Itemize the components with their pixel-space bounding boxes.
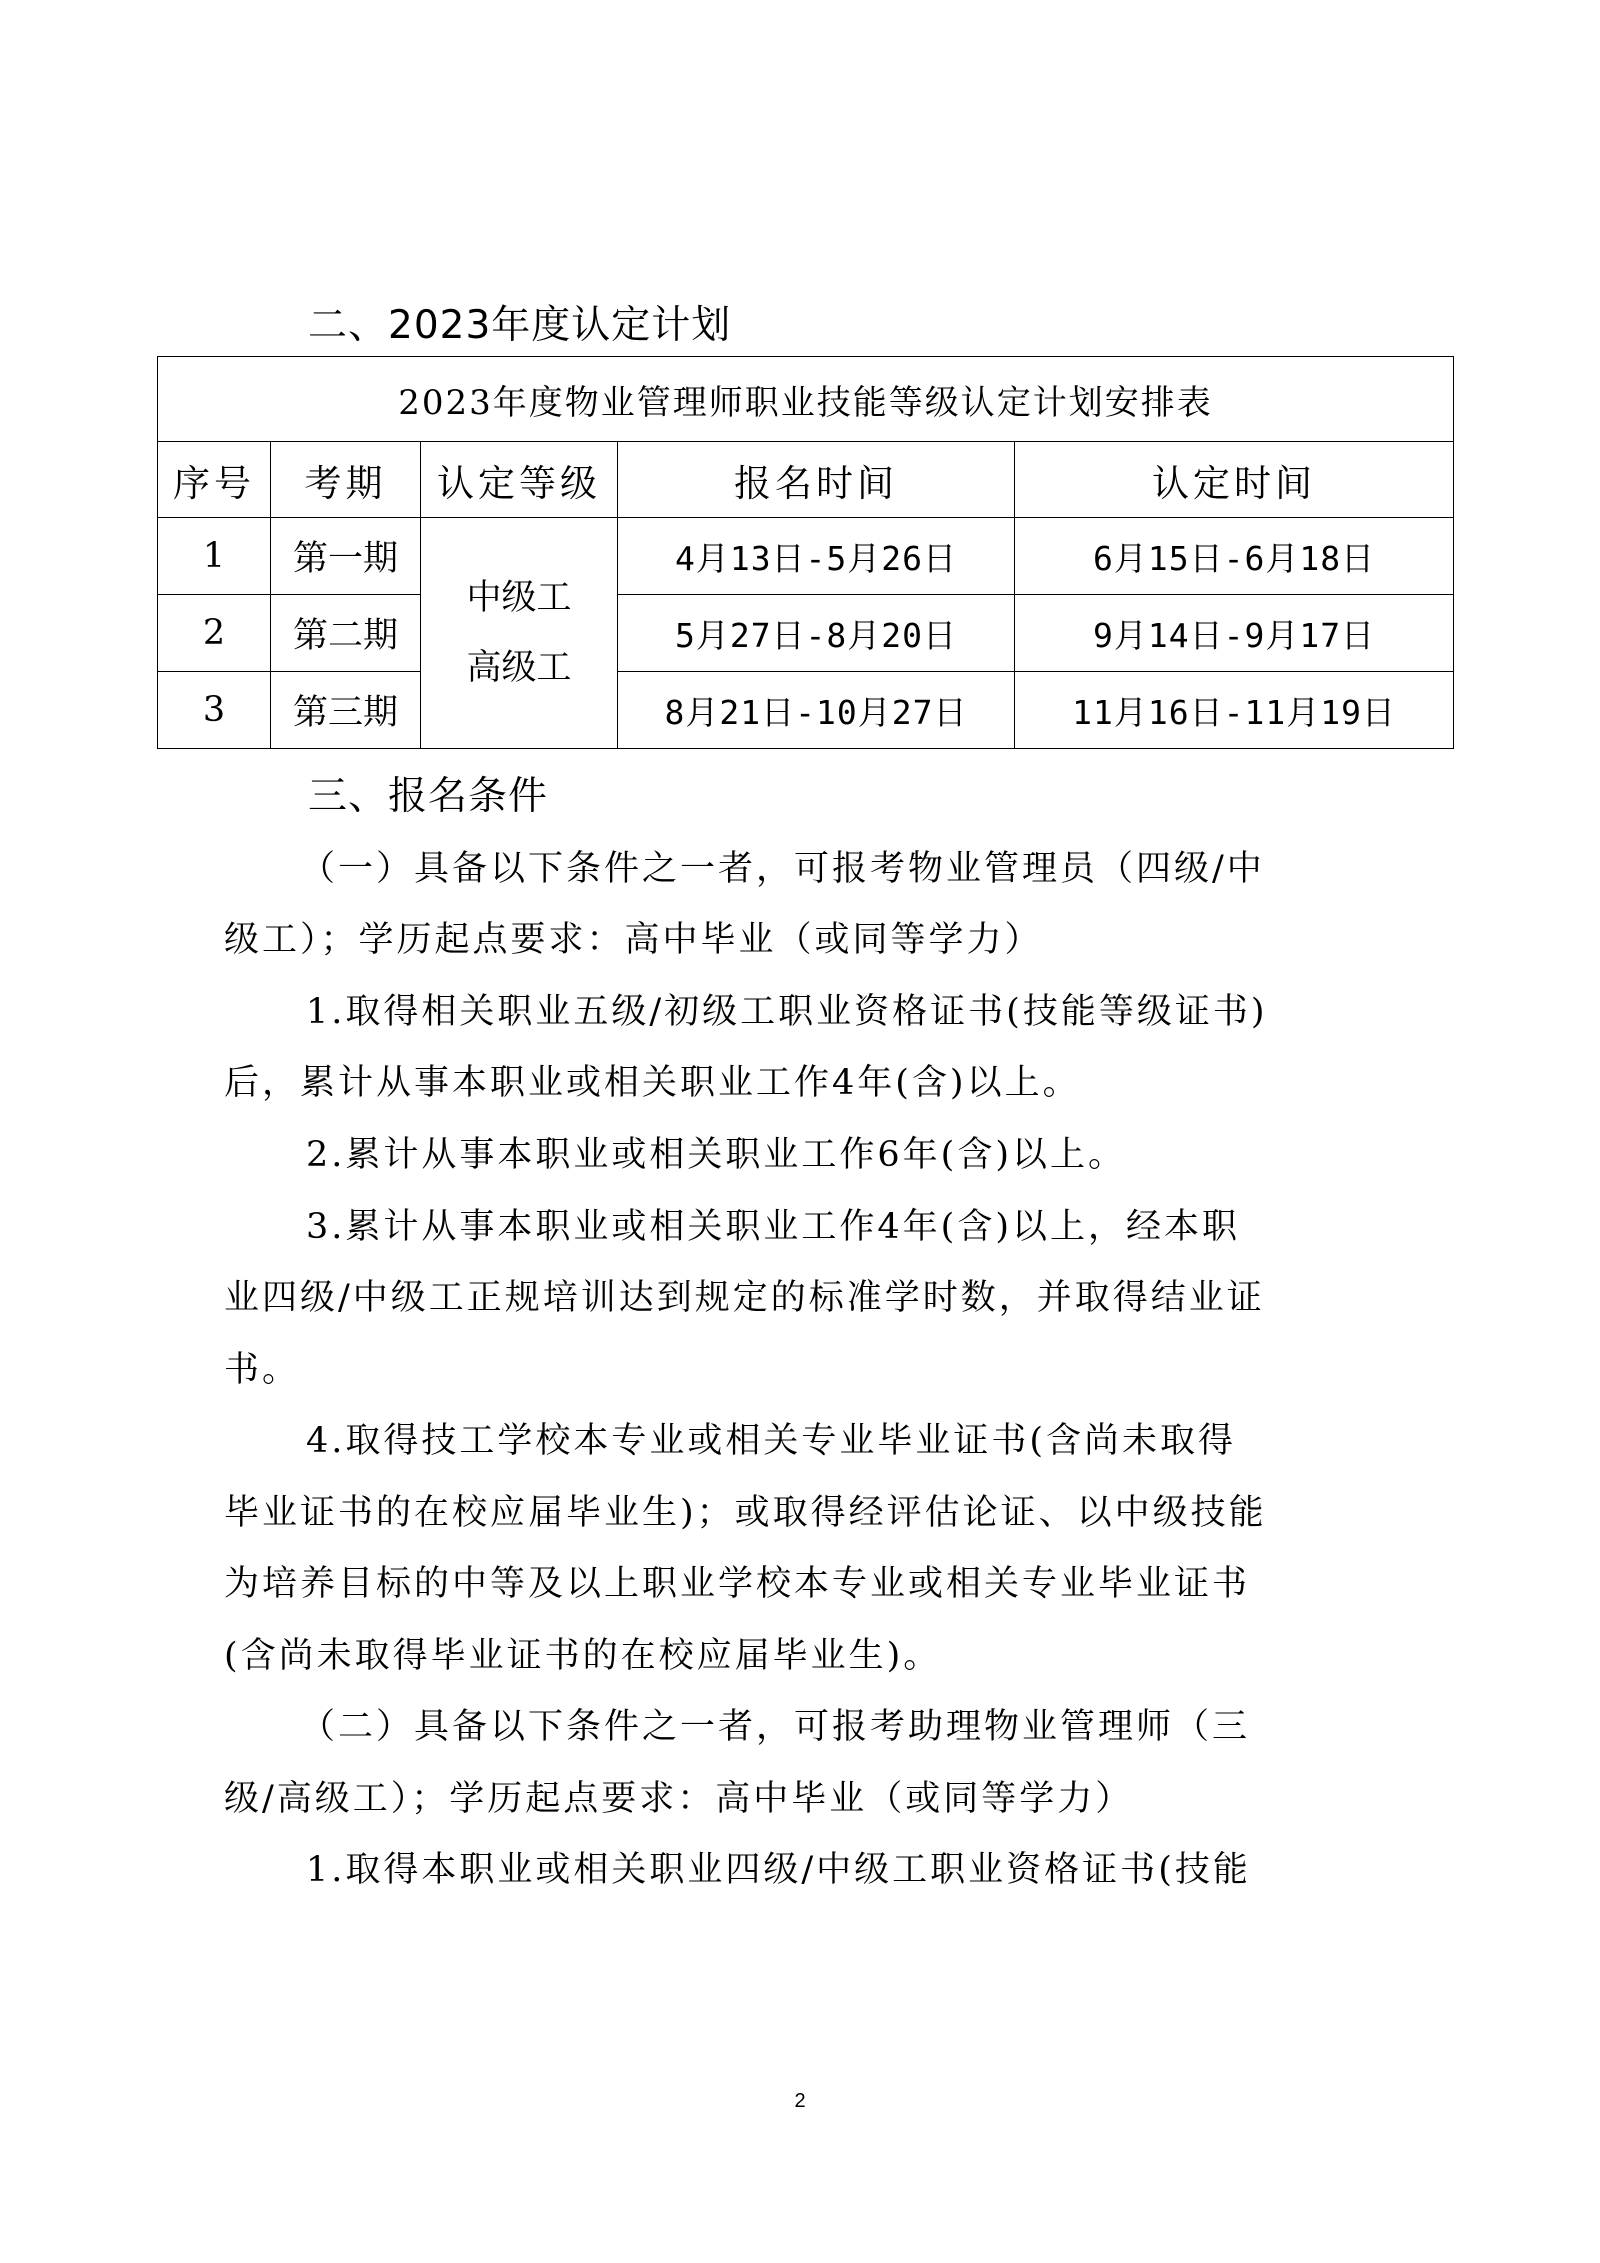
- column-header: 报名时间: [618, 442, 1015, 518]
- section-heading-plan: 二、2023年度认定计划: [308, 303, 732, 348]
- body-text-line: 书。: [224, 1350, 301, 1390]
- row-number: 1: [158, 518, 271, 595]
- column-header: 考期: [271, 442, 421, 518]
- body-text-line: 毕业证书的在校应届毕业生)；或取得经评估论证、以中级技能: [224, 1493, 1267, 1533]
- body-text-line: 级/高级工）；学历起点要求：高中毕业（或同等学力）: [224, 1779, 1134, 1819]
- exam-period: 第三期: [271, 672, 421, 749]
- body-text-line: 为培养目标的中等及以上职业学校本专业或相关专业毕业证书: [224, 1564, 1251, 1604]
- row-number: 3: [158, 672, 271, 749]
- signup-time: 4月13日-5月26日: [618, 518, 1015, 595]
- section-heading-requirements: 三、报名条件: [308, 774, 549, 819]
- body-text-line: （二）具备以下条件之一者，可报考助理物业管理师（三: [300, 1707, 1251, 1747]
- level-line: 中级工: [466, 578, 572, 618]
- body-text-line: 业四级/中级工正规培训达到规定的标准学时数，并取得结业证: [224, 1278, 1265, 1318]
- signup-time: 5月27日-8月20日: [618, 595, 1015, 672]
- table-title: 2023年度物业管理师职业技能等级认定计划安排表: [158, 357, 1454, 442]
- column-header: 认定等级: [421, 442, 618, 518]
- body-text-line: 1.取得相关职业五级/初级工职业资格证书(技能等级证书): [306, 992, 1268, 1032]
- column-header: 序号: [158, 442, 271, 518]
- exam-period: 第二期: [271, 595, 421, 672]
- body-text-line: 级工）；学历起点要求：高中毕业（或同等学力）: [224, 920, 1043, 960]
- exam-time: 9月14日-9月17日: [1015, 595, 1454, 672]
- certification-plan-table: [157, 356, 1454, 749]
- table-row: [158, 595, 1454, 672]
- certification-level: [421, 518, 618, 749]
- row-number: 2: [158, 595, 271, 672]
- exam-time: 11月16日-11月19日: [1015, 672, 1454, 749]
- body-text-line: (含尚未取得毕业证书的在校应届毕业生)。: [224, 1636, 942, 1676]
- level-line: 高级工: [466, 648, 572, 688]
- table-row: [158, 518, 1454, 595]
- body-text-line: 4.取得技工学校本专业或相关专业毕业证书(含尚未取得: [306, 1421, 1237, 1461]
- table-row: [158, 672, 1454, 749]
- exam-period: 第一期: [271, 518, 421, 595]
- body-text-line: （一）具备以下条件之一者，可报考物业管理员（四级/中: [300, 849, 1265, 889]
- exam-time: 6月15日-6月18日: [1015, 518, 1454, 595]
- body-text-line: 2.累计从事本职业或相关职业工作6年(含)以上。: [306, 1135, 1126, 1175]
- body-text-line: 1.取得本职业或相关职业四级/中级工职业资格证书(技能: [306, 1850, 1251, 1890]
- signup-time: 8月21日-10月27日: [618, 672, 1015, 749]
- body-text-line: 后，累计从事本职业或相关职业工作4年(含)以上。: [224, 1063, 1081, 1103]
- column-header: 认定时间: [1015, 442, 1454, 518]
- page-number: 2: [794, 2090, 806, 2112]
- body-text-line: 3.累计从事本职业或相关职业工作4年(含)以上，经本职: [306, 1207, 1240, 1247]
